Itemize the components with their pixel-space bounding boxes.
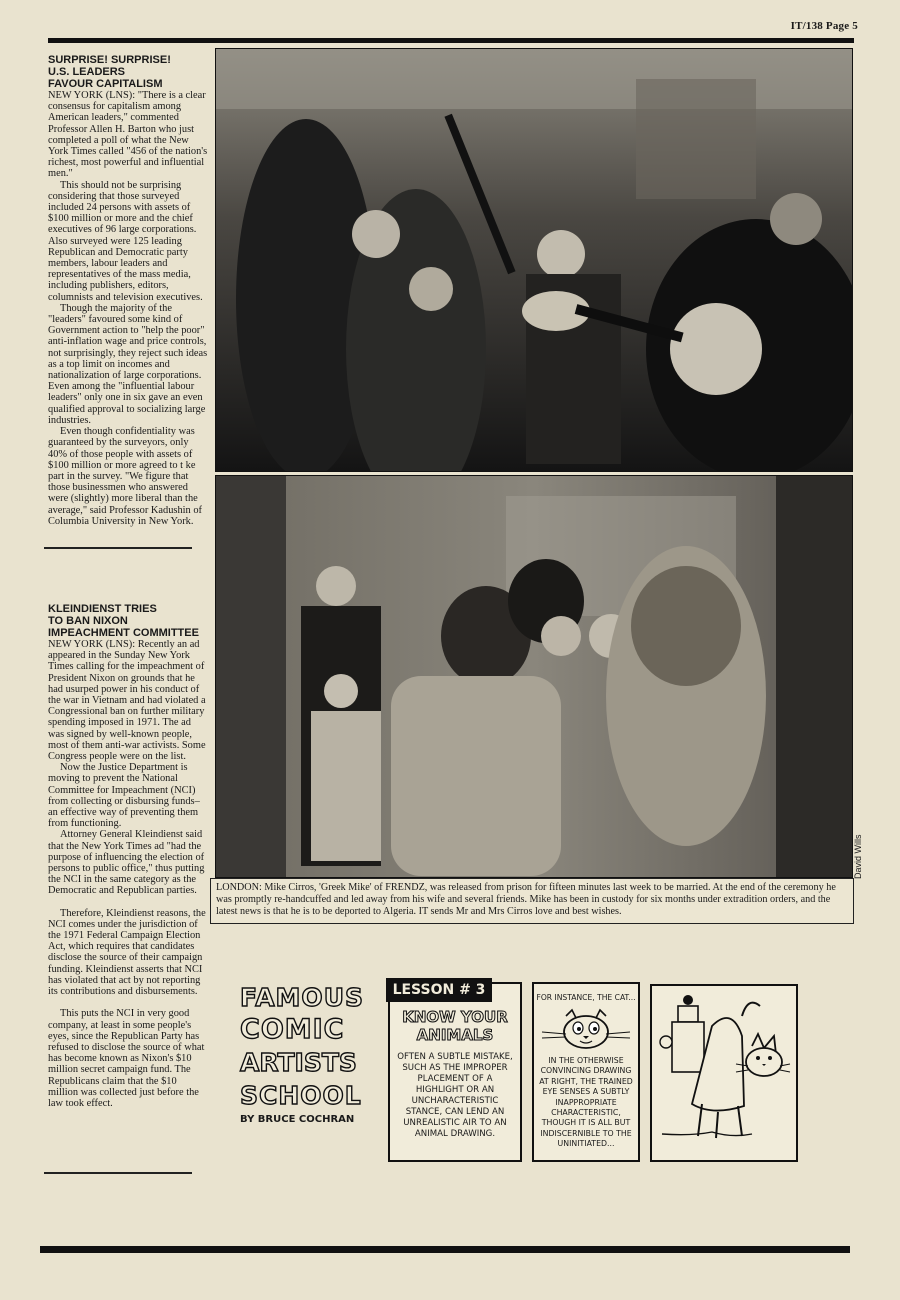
panel-top-text: FOR INSTANCE, THE CAT...	[536, 993, 636, 1002]
photo-wedding	[215, 475, 853, 878]
photo-credit	[852, 808, 864, 878]
comic-title-line: SCHOOL	[240, 1081, 362, 1110]
photo-caption: LONDON: Mike Cirros, 'Greek Mike' of FRENDZ, was released from prison for fifteen minutes last week to be married. At the end of the ceremony he was promptly re-handcuffed and led away from his wife and several friends. Mike has been in custody for six months under extradition orders, and the latest news is that he is to be deported to Algeria. IT sends Mr and Mrs Cirros love and best wishes.	[216, 882, 836, 918]
article-separator	[44, 547, 192, 549]
comic-panel-cat-drawing	[650, 984, 798, 1162]
comic-title-line: FAMOUS	[240, 983, 364, 1012]
article-paragraph: Though the majority of the "leaders" favoured some kind of Government action to "help the poor" anti-inflation wage and price controls, not surprisingly, they reject such ideas as a top limit on incomes and nationalization of large corporations. Even among the "influential labour leaders" only one in six gave an even qualified approval to socializing large industries.	[48, 302, 208, 426]
lesson-text: OFTEN A SUBTLE MISTAKE, SUCH AS THE IMPROPER PLACEMENT OF A HIGHLIGHT OR AN UNCHARACTERISTIC STANCE, CAN LEND AN UNREALISTIC AIR TO AN ANIMAL DRAWING.	[397, 1052, 513, 1139]
cat-face-icon	[540, 1008, 632, 1052]
comic-title-line: ARTISTS	[240, 1048, 357, 1077]
article-paragraph: This puts the NCI in very good company, at least in some people's eyes, since the Republican Party has refused to disclose the source of what has become known as Nixon's $10 million secret campaign fund. The Republicans claim that the $10 million was collected just before the law took effect.	[48, 1008, 205, 1109]
article-paragraph: NEW YORK (LNS): Recently an ad appeared in the Sunday New York Times calling for the impeachment of President Nixon on grounds that he had usurped power in his conduct of the war in Vietnam and had violated a Congressional ban on further military spending imposed in 1971. The ad was signed by well-known people, most of them anti-war activists. Some Congress people were on the list.	[48, 639, 206, 763]
headline-line-2: U.S. LEADERS	[48, 66, 126, 78]
comic-panel-lesson	[388, 982, 522, 1162]
article-paragraph: Therefore, Kleindienst reasons, the NCI comes under the jurisdiction of the 1971 Federal Campaign Election Act, which requires that candidates disclose the source of their campaign funding. Kleindienst asserts that NCI has violated that act by not reporting its contributions and disbursements.	[48, 907, 206, 998]
photo-credit-text: David Wills	[853, 834, 863, 879]
bottom-rule	[40, 1246, 850, 1253]
lesson-banner: LESSON # 3	[386, 978, 492, 1002]
article-paragraph: NEW YORK (LNS): "There is a clear consensus for capitalism among American leaders," commented Professor Allen H. Barton who just completed a poll of what the New York Times called "456 of the nation's richest, most powerful and influential men."	[48, 90, 208, 180]
comic-byline: BY BRUCE COCHRAN	[240, 1114, 355, 1125]
headline-line-3: IMPEACHMENT COMMITTEE	[48, 627, 199, 639]
page-folio: IT/138 Page 5	[790, 20, 858, 32]
top-rule	[48, 38, 854, 43]
photo-crowd-guitar	[215, 48, 853, 472]
lesson-subtitle: KNOW YOUR ANIMALS	[402, 1008, 508, 1044]
panel-cat-text: IN THE OTHERWISE CONVINCING DRAWING AT RIGHT, THE TRAINED EYE SENSES A SUBTLY INAPPROPRIATE CHARACTERISTIC, THOUGH IT IS ALL BUT INDISCERNIBLE TO THE UNINITIATED...	[539, 1056, 633, 1149]
article-paragraph: Even though confidentiality was guaranteed by the surveyors, only 40% of those people with assets of $100 million or more agreed to t ke part in the survey. "We figure that those businessmen who answered were (slightly) more liberal than the average," said Professor Kadushin of Columbia University in New York.	[48, 426, 202, 527]
comic-title-line: COMIC	[240, 1014, 345, 1045]
article-paragraph: Now the Justice Department is moving to prevent the National Committee for Impeachment (NCI) from collecting or disbursing funds– an effective way of preventing them from functioning.	[48, 762, 200, 830]
comic-panel-cat-intro	[532, 982, 640, 1162]
headline-line-1: SURPRISE! SURPRISE!	[48, 54, 171, 66]
cat-hydrant-icon	[652, 986, 796, 1160]
comic-title-block	[240, 982, 388, 1152]
article-separator	[44, 1172, 192, 1174]
article-paragraph: This should not be surprising considering that those surveyed included 24 persons with assets of $100 million or more and the chief executives of 96 large corporations. Also surveyed were 125 leading Republican and Democratic party members, labour leaders and representatives of the mass media, including publishers, editors, columnists and television executives.	[48, 179, 203, 303]
headline-line-3: FAVOUR CAPITALISM	[48, 78, 163, 90]
headline-line-2: TO BAN NIXON	[48, 615, 128, 627]
comic-strip	[240, 982, 800, 1162]
article-paragraph: Attorney General Kleindienst said that the New York Times ad "had the purpose of influencing the election of persons to public office," thus putting the NCI in the same category as the Democratic and Republican parties.	[48, 829, 205, 897]
article-capitalism	[48, 54, 208, 527]
headline-line-1: KLEINDIENST TRIES	[48, 603, 157, 615]
article-kleindienst	[48, 603, 208, 1109]
